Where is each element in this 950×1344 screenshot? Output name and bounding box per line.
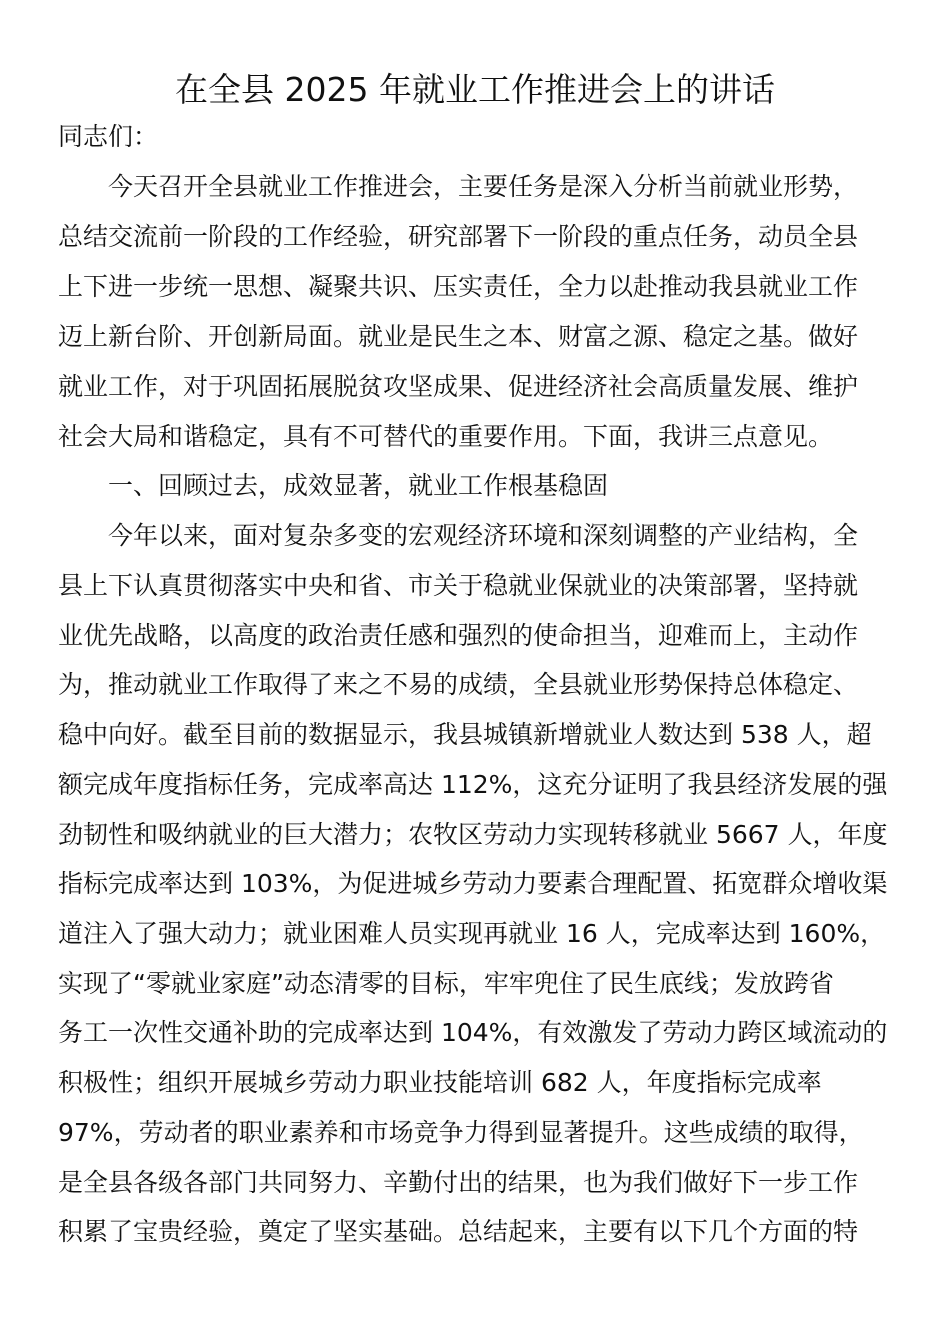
body-line: 是全县各级各部门共同努力、辛勤付出的结果，也为我们做好下一步工作 (58, 1168, 859, 1197)
body-line: 实现了“零就业家庭”动态清零的目标，牢牢兜住了民生底线；发放跨省 (58, 969, 834, 998)
body-line: 务工一次性交通补助的完成率达到 104%，有效激发了劳动力跨区域流动的 (58, 1018, 888, 1047)
body-line: 积极性；组织开展城乡劳动力职业技能培训 682 人，年度指标完成率 (58, 1068, 822, 1097)
section-heading: 一、回顾过去，成效显著，就业工作根基稳固 (108, 471, 609, 500)
body-line: 劲韧性和吸纳就业的巨大潜力；农牧区劳动力实现转移就业 5667 人，年度 (58, 820, 888, 849)
body-line: 县上下认真贯彻落实中央和省、市关于稳就业保就业的决策部署，坚持就 (58, 571, 859, 600)
body-line: 总结交流前一阶段的工作经验，研究部署下一阶段的重点任务，动员全县 (58, 222, 859, 251)
body-line: 今年以来，面对复杂多变的宏观经济环境和深刻调整的产业结构，全 (108, 521, 859, 550)
body-line: 迈上新台阶、开创新局面。就业是民生之本、财富之源、稳定之基。做好 (58, 322, 859, 351)
body-line: 就业工作，对于巩固拓展脱贫攻坚成果、促进经济社会高质量发展、维护 (58, 372, 859, 401)
body-line: 为，推动就业工作取得了来之不易的成绩，全县就业形势保持总体稳定、 (58, 670, 859, 699)
body-line: 社会大局和谐稳定，具有不可替代的重要作用。下面，我讲三点意见。 (58, 422, 834, 451)
document-title: 在全县 2025 年就业工作推进会上的讲话 (175, 70, 775, 109)
body-line: 业优先战略，以高度的政治责任感和强烈的使命担当，迎难而上，主动作 (58, 621, 859, 650)
body-line: 97%，劳动者的职业素养和市场竞争力得到显著提升。这些成绩的取得， (58, 1118, 864, 1147)
body-line: 稳中向好。截至目前的数据显示，我县城镇新增就业人数达到 538 人，超 (58, 720, 872, 749)
body-line: 指标完成率达到 103%，为促进城乡劳动力要素合理配置、拓宽群众增收渠 (58, 869, 888, 898)
salutation: 同志们： (58, 122, 159, 151)
body-line: 额完成年度指标任务，完成率高达 112%，这充分证明了我县经济发展的强 (58, 770, 888, 799)
body-line: 今天召开全县就业工作推进会，主要任务是深入分析当前就业形势， (108, 172, 859, 201)
body-line: 积累了宝贵经验，奠定了坚实基础。总结起来，主要有以下几个方面的特 (58, 1217, 859, 1246)
body-line: 上下进一步统一思想、凝聚共识、压实责任，全力以赴推动我县就业工作 (58, 272, 859, 301)
body-line: 道注入了强大动力；就业困难人员实现再就业 16 人，完成率达到 160%， (58, 919, 886, 948)
